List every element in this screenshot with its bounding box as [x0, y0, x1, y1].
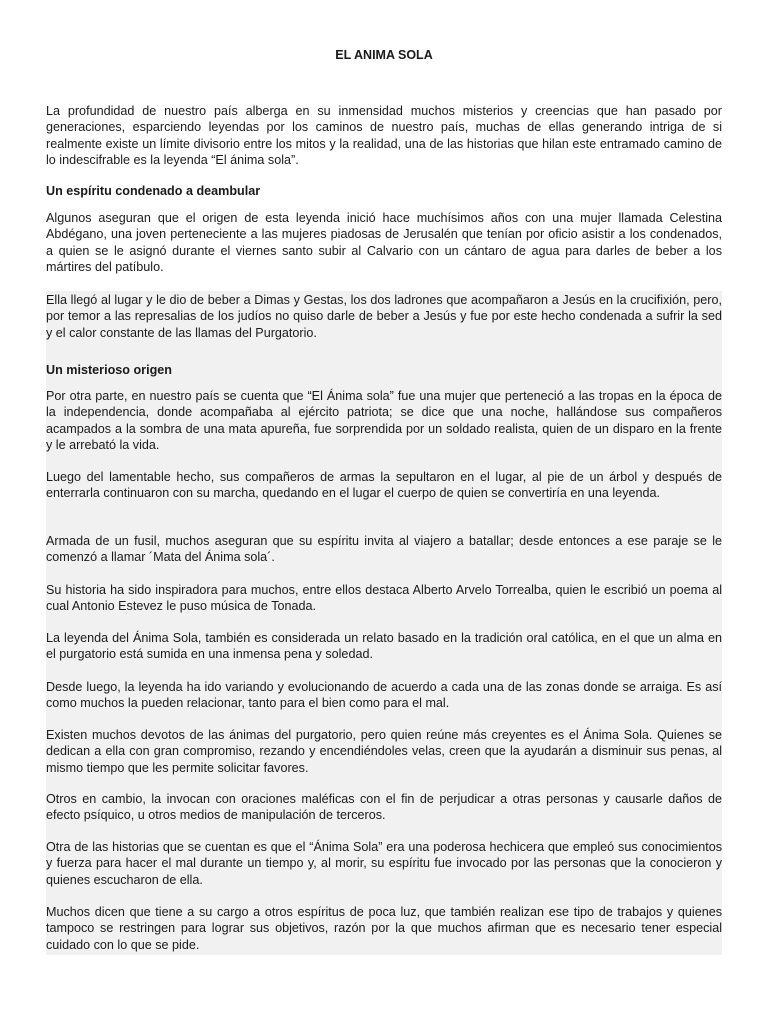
- section-1-block: [46, 210, 722, 275]
- paragraph: Ella llegó al lugar y le dio de beber a Dimas y Gestas, los dos ladrones que acompañaron a Jesús en la crucifixión, pero, por temor a las represalias de los judíos no quiso darle de beber a Jesús y fue por este hecho condenada a sufrir la sed y el calor constante de las llamas del Purgatorio.: [46, 293, 722, 340]
- paragraph: Su historia ha sido inspiradora para muchos, entre ellos destaca Alberto Arvelo Torrealba, quien le escribió un poema al cual Antonio Estevez le puso música de Tonada.: [46, 583, 722, 614]
- paragraph: La leyenda del Ánima Sola, también es considerada un relato basado en la tradición oral católica, en el que un alma en el purgatorio está sumida en una inmensa pena y soledad.: [46, 631, 722, 662]
- document-title: EL ANIMA SOLA: [335, 48, 433, 62]
- p10-block: [46, 791, 722, 824]
- p11-block: [46, 839, 722, 888]
- p12-block: [46, 904, 722, 953]
- p7-block: [46, 630, 722, 663]
- section-heading: Un espíritu condenado a deambular: [46, 184, 261, 198]
- p5-block: [46, 533, 722, 566]
- p4-block: [46, 469, 722, 502]
- section-heading: Un misterioso origen: [46, 363, 172, 377]
- p6-block: [46, 582, 722, 615]
- paragraph: Otros en cambio, la invocan con oraciones maléficas con el fin de perjudicar a otras personas y causarle daños de efecto psíquico, u otros medios de manipulación de terceros.: [46, 792, 722, 823]
- paragraph: Otra de las historias que se cuentan es que el “Ánima Sola” era una poderosa hechicera que empleó sus conocimientos y fuerza para hacer el mal durante un tiempo y, al morir, su espíritu fue invocado por las personas que la conocieron y quienes escucharon de ella.: [46, 840, 722, 887]
- intro-block: [46, 103, 722, 168]
- paragraph-intro: La profundidad de nuestro país alberga en su inmensidad muchos misterios y creencias que han pasado por generaciones, esparciendo leyendas por los caminos de nuestro país, muchas de ellas generando intriga de si realmente existe un límite divisorio entre los mitos y la realidad, una de las historias que hilan este entramado camino de lo indescifrable es la leyenda “El ánima sola”.: [46, 104, 722, 167]
- paragraph: Existen muchos devotos de las ánimas del purgatorio, pero quien reúne más creyentes es el Ánima Sola. Quienes se dedican a ella con gran compromiso, rezando y encendiéndoles velas, creen que la ayudarán a disminuir sus penas, al mismo tiempo que les permite solicitar favores.: [46, 728, 722, 775]
- paragraph: Luego del lamentable hecho, sus compañeros de armas la sepultaron en el lugar, al pie de un árbol y después de enterrarla continuaron con su marcha, quedando en el lugar el cuerpo de quien se convertiría en una leyenda.: [46, 470, 722, 501]
- paragraph: Por otra parte, en nuestro país se cuenta que “El Ánima sola” fue una mujer que perteneció a las tropas en la época de la independencia, donde acompañaba al ejército patriota; se dice que una noche, hallándose sus compañeros acampados a la sombra de una mata apureña, fue sorprendida por un soldado realista, quien de un disparo en la frente y le arrebató la vida.: [46, 389, 722, 452]
- p3-block: [46, 388, 722, 453]
- section-heading-1-block: [46, 183, 722, 199]
- section-heading-2-block: [46, 362, 722, 378]
- paragraph: Desde luego, la leyenda ha ido variando y evolucionando de acuerdo a cada una de las zonas donde se arraiga. Es así como muchos la pueden relacionar, tanto para el bien como para el mal.: [46, 680, 722, 711]
- section-1b-block: [46, 292, 722, 341]
- paragraph: Armada de un fusil, muchos aseguran que su espíritu invita al viajero a batallar; desde entonces a ese paraje se le comenzó a llamar ´Mata del Ánima sola´.: [46, 534, 722, 565]
- p8-block: [46, 679, 722, 712]
- paragraph: Muchos dicen que tiene a su cargo a otros espíritus de poca luz, que también realizan ese tipo de trabajos y quienes tampoco se restringen para lograr sus objetivos, razón por la que muchos afirman que es necesario tener especial cuidado con lo que se pide.: [46, 905, 722, 952]
- paragraph: Algunos aseguran que el origen de esta leyenda inició hace muchísimos años con una mujer llamada Celestina Abdégano, una joven perteneciente a las mujeres piadosas de Jerusalén que tenían por oficio asistir a los condenados, a quien se le asignó durante el viernes santo subir al Calvario con un cántaro de agua para darles de beber a los mártires del patíbulo.: [46, 211, 722, 274]
- p9-block: [46, 727, 722, 776]
